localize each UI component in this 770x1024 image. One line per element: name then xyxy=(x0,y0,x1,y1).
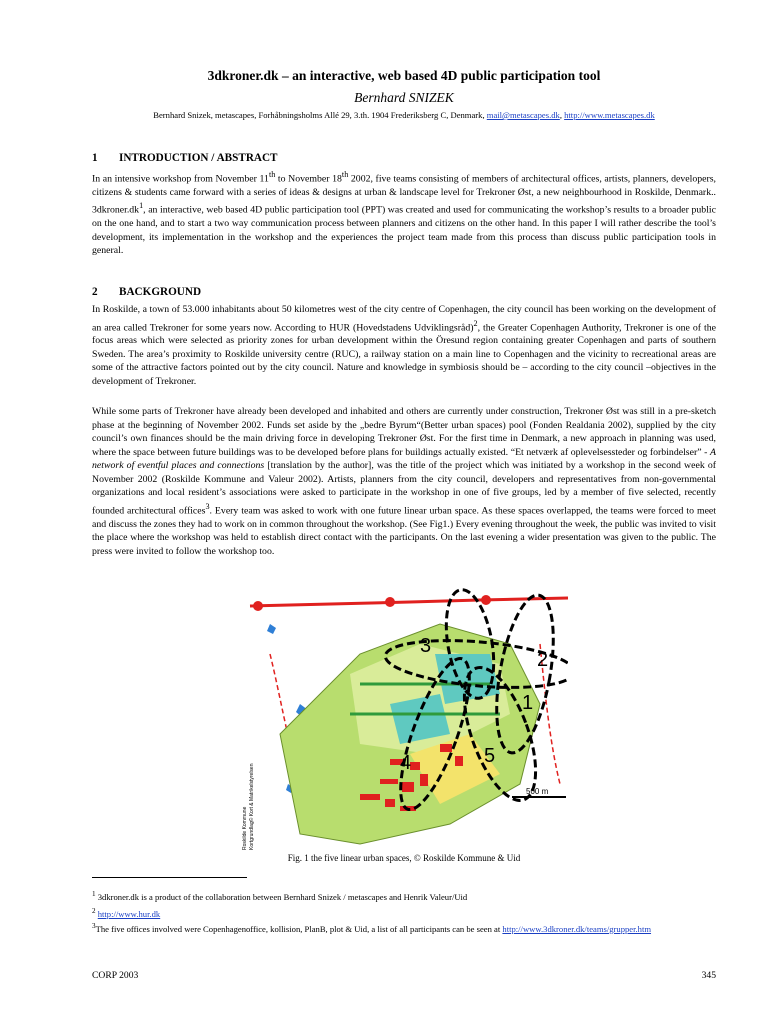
affiliation: Bernhard Snizek, metascapes, Forhåbningsholms Allé 29, 3.th. 1904 Frederiksberg C, Denmark, mail@metascapes.dk, http://www.metascapes.dk xyxy=(153,110,655,120)
footer-page-number: 345 xyxy=(701,970,716,981)
section-2-paragraph-1: In Roskilde, a town of 53.000 inhabitants about 50 kilometres west of the city centre of Copenhagen, the city council has been working on the development of an area called Trekroner for some years now. According to HUR (Hovedstadens Udviklingsråd)$^2$, the Greater Copenhagen Authority, Trekroner is one of the focus areas which were selected as priority zones for urban development within the Öresund region containing greater Copenhagen and parts of southern Sweden. The area’s proximity to Roskilde university centre (RUC), a railway station on a main line to Copenhagen and the vicinity to recreational areas are some of the attractive factors pointed out by the city council. Nature and knowledge in symbiosis should be – according to the city council –objectives in the development of Trekroner. xyxy=(92,304,716,387)
svg-text:Roskilde Kommune: Roskilde Kommune xyxy=(242,806,248,850)
footnote-1: $^1$ 3dkroner.dk is a product of the collaboration between Bernhard Snizek / metascapes and Henrik Valeur/Uid xyxy=(92,890,468,902)
hur-link[interactable]: http://www.hur.dk xyxy=(97,908,161,919)
figure-caption: Fig. 1 the five linear urban spaces, © Roskilde Kommune & Uid xyxy=(287,853,521,863)
scale-label: 500 m xyxy=(526,787,549,796)
station-marker-1 xyxy=(253,601,263,611)
station-marker-3 xyxy=(481,595,491,605)
section-2-heading: 2 BACKGROUND xyxy=(92,286,202,298)
footer-conference: CORP 2003 xyxy=(92,970,139,981)
footnote-2: $^2$ http://www.hur.dk xyxy=(92,907,161,919)
figure-1-map xyxy=(240,584,568,856)
zone-label-3: 3 xyxy=(420,635,432,657)
participants-link[interactable]: http://www.3dkroner.dk/teams/grupper.htm xyxy=(502,923,652,934)
affiliation-text: Bernhard Snizek, metascapes, Forhåbningsholms Allé 29, 3.th. 1904 Frederiksberg C, Denmark, xyxy=(153,110,487,120)
footnote-ref-2[interactable]: 2 xyxy=(473,318,478,328)
paper-title: 3dkroner.dk – an interactive, web based 4D public participation tool xyxy=(207,68,601,83)
zone-label-1: 1 xyxy=(522,692,534,714)
footnote-ref-3[interactable]: 3 xyxy=(205,501,210,511)
footnote-divider xyxy=(92,877,247,878)
svg-text:Kortgrundlag© Kort & Matrikels: Kortgrundlag© Kort & Matrikelstyrelsen xyxy=(249,763,255,850)
author-name: Bernhard SNIZEK xyxy=(354,90,454,105)
footnote-ref-1[interactable]: 1 xyxy=(139,201,144,211)
zone-label-2: 2 xyxy=(537,649,549,671)
station-marker-2 xyxy=(385,597,395,607)
map-svg xyxy=(240,584,568,856)
zone-label-4: 4 xyxy=(400,752,412,774)
website-link[interactable]: http://www.metascapes.dk xyxy=(564,110,655,120)
section-2-paragraph-2: While some parts of Trekroner have already been developed and inhabited and others are currently under construction, Trekroner Øst was still in a pre-sketch phase at the beginning of November 2002. Funds set aside by the „bedre Byrum“(Better urban spaces) pool (Fonden Realdania 2002), supplied by the city council’s own finances should be the main driving force in developing Trekroner Øst. For the first time in Denmark, a new approach in planning was used, where the space between future buildings was to be developed before plans for buildings actually existed. “Et netværk af oplevelsessteder og forbindelser” - A network of eventful places and connections [translation by the author], was the title of the project which was initiated by a workshop in the second week of November 2002 (Roskilde Kommune and Valeur 2002). Artists, planners from the city council, developers and representatives from non-governmental organizations and local resident’s associations were asked to participate in the workshop in one of five groups, led by a member of five selected, recently founded architectural offices$^3$. Every team was asked to work with one future linear urban space. As these spaces overlapped, the teams were forced to meet and discuss the zones they had to work on in common throughout the workshop. (See Fig1.) Every evening throughout the week, the public was invited to visit the place where the workshop was held to establish direct contact with the participants. On the last evening a wider presentation was given to the public. The press were invited to follow the workshop too. xyxy=(92,406,717,557)
email-link[interactable]: mail@metascapes.dk xyxy=(486,110,560,120)
section-1-paragraph: In an intensive workshop from November 11th to November 18th 2002, five teams consisting of members of architectural offices, artists, planners, developers, citizens & students came forward with a series of ideas & designs at urban & landscape level for Trekroner Øst, a new neighbourhood in Roskilde, Denmark.. $3dkroner.dk^1$, an interactive, web based 4D public participation tool (PPT) was created and used for communicating the workshop’s results to a broader public on the one hand, and to start a two way communication process between planners and citizens on the other hand. In this paper I will rather describe the tool’s development, its implementation in the workshop and the experiences the project team made from this process than discuss public participation tools in general. xyxy=(92,170,716,257)
zone-label-5: 5 xyxy=(484,745,496,767)
footnote-3: $^3$The five offices involved were Copenhagenoffice, kollision, PlanB, plot & Uid, a list of all participants can be seen at http://www.3dkroner.dk/teams/grupper.htm xyxy=(92,922,652,934)
section-1-heading: 1 INTRODUCTION / ABSTRACT xyxy=(92,152,278,164)
